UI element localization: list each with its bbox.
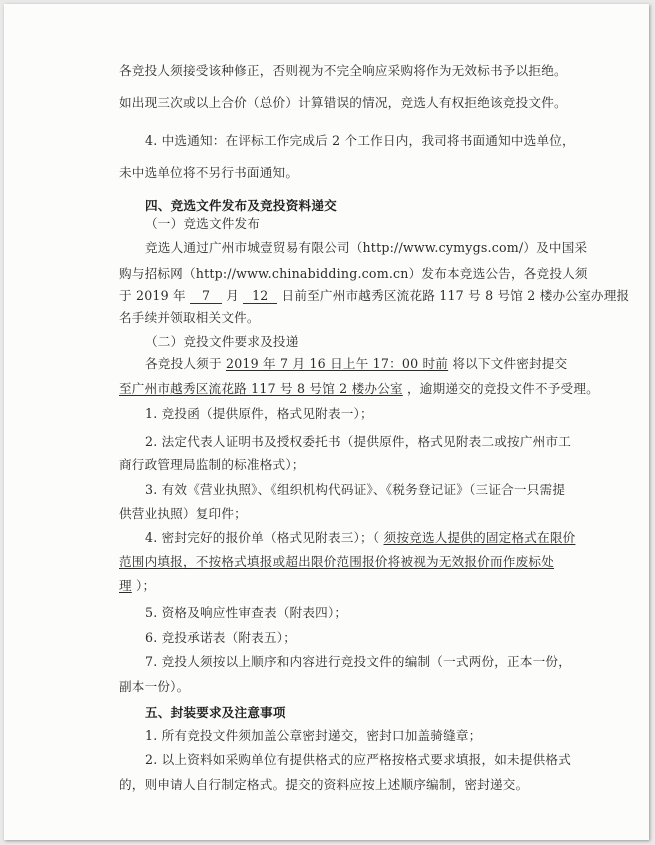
list-item: 2. 法定代表人证明书及授权委托书（提供原件，格式见附表二或按广州市工 — [145, 434, 572, 449]
body-text-line: 4. 中选通知：在评标工作完成后 2 个工作日内，我司将书面通知中选单位， — [145, 133, 575, 148]
list-item — [145, 530, 575, 546]
month-label: 月 — [226, 288, 240, 303]
day-blank: 12 — [243, 288, 277, 304]
date-prefix: 于 2019 年 — [119, 288, 186, 303]
deadline-prefix: 各竞投人须于 — [145, 356, 222, 371]
body-text-line: 购与招标网（http://www.chinabidding.com.cn）发布本竞选公告，各竞投人须 — [119, 266, 588, 281]
quote-suffix: ）； — [136, 578, 156, 593]
section-heading: 四、竞选文件发布及竞投资料递交 — [145, 198, 337, 213]
body-text-line — [119, 381, 599, 397]
list-item: 1. 竞投函（提供原件，格式见附表一）； — [145, 406, 373, 421]
list-item: 5. 资格及响应性审查表（附表四）； — [145, 605, 348, 620]
list-item-continued: 商行政管理局监制的标准格式）； — [119, 457, 305, 472]
section-heading: 五、封装要求及注意事项 — [145, 705, 286, 720]
list-item-continued — [119, 578, 155, 594]
quote-underlined-end: 理 — [119, 578, 132, 593]
document-page — [4, 4, 649, 840]
body-text-line: 各竞投人须接受该种修正，否则视为不完全响应采购将作为无效标书予以拒绝。 — [119, 63, 567, 78]
date-suffix: 日前至广州市越秀区流花路 117 号 8 号馆 2 楼办公室办理报 — [281, 288, 630, 303]
list-item-continued — [119, 554, 554, 570]
subsection-heading: （一）竞选文件发布 — [145, 216, 261, 231]
deadline-underlined: 2019 年 7 月 16 日上午 17：00 时前 — [225, 356, 449, 371]
quote-underlined: 须按竞选人提供的固定格式在限价 — [383, 530, 576, 545]
quote-prefix: 4. 密封完好的报价单（格式见附表三）；（ — [145, 530, 380, 545]
list-item: 3. 有效《营业执照》、《组织机构代码证》、《税务登记证》（三证合一只需提 — [145, 482, 566, 497]
subsection-heading: （二）竞投文件要求及投递 — [145, 334, 299, 349]
body-text-line: 未中选单位将不另行书面通知。 — [119, 165, 299, 180]
list-item: 7. 竞投人须按以上顺序和内容进行竞投文件的编制（一式两份，正本一份， — [145, 654, 572, 669]
address-underlined: 至广州市越秀区流花路 117 号 8 号馆 2 楼办公室 — [119, 381, 403, 396]
body-text-line: 如出现三次或以上合价（总价）计算错误的情况，竞选人有权拒绝该竞投文件。 — [119, 95, 567, 110]
list-item-continued: 副本一份）。 — [119, 679, 190, 694]
month-blank: 7 — [190, 288, 222, 304]
address-suffix: ，逾期递交的竞投文件不予受理。 — [407, 381, 599, 396]
body-text-line — [145, 356, 567, 372]
body-text-line: 竞选人通过广州市城壹贸易有限公司（http://www.cymygs.com/）及中国采 — [145, 240, 588, 255]
list-item: 1. 所有竞投文件须加盖公章密封递交，密封口加盖骑缝章； — [145, 728, 482, 743]
deadline-suffix: 将以下文件密封提交 — [452, 356, 568, 371]
list-item: 2. 以上资料如采购单位有提供格式的应严格按格式要求填报，如未提供格式 — [145, 752, 572, 767]
list-item: 6. 竞投承诺表（附表五）； — [145, 630, 297, 645]
body-text-line — [119, 288, 629, 304]
list-item-continued: 的，则申请人自行制定格式。提交的资料应按上述顺序编制，密封递交。 — [119, 777, 529, 792]
quote-underlined-continued: 范围内填报，不按格式填报或超出限价范围报价将被视为无效报价而作废标处 — [119, 554, 554, 569]
body-text-line: 名手续并领取相关文件。 — [119, 310, 260, 325]
list-item-continued: 供营业执照）复印件； — [119, 506, 247, 521]
